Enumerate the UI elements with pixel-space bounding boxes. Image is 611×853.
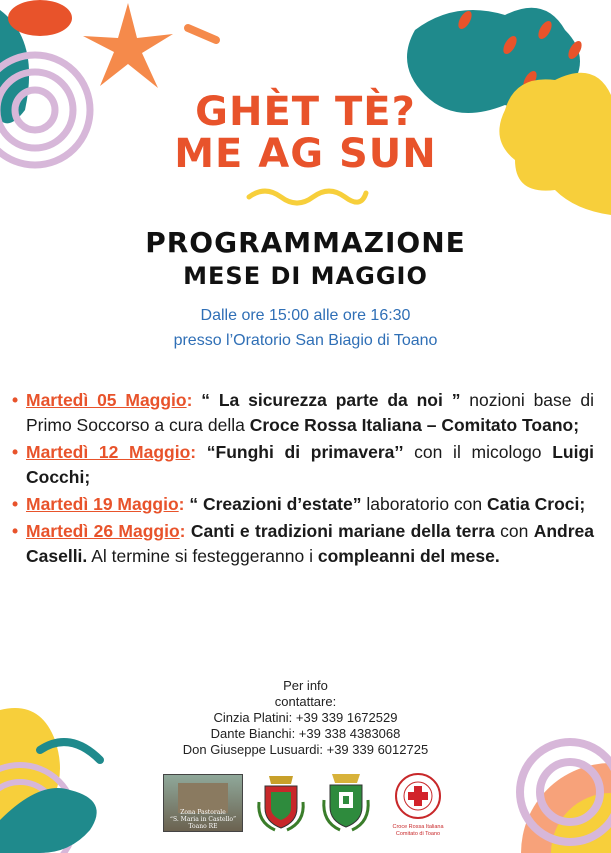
parish-photo: Zona Pastorale “S. Maria in Castello” Toano RE — [163, 774, 243, 832]
municipal-crest-2-icon — [320, 770, 372, 834]
event-item: • Martedì 19 Maggio: “ Creazioni d’estate” laboratorio con Catia Croci; — [12, 492, 594, 517]
contacts-intro-1: Per info — [283, 678, 328, 693]
event-title: “ La sicurezza parte da noi ” — [192, 390, 461, 410]
event-date: Martedì 12 Maggio — [26, 442, 191, 462]
red-cross-logo — [385, 772, 451, 838]
title-line-1: GHÈT TÈ? — [195, 89, 416, 135]
event-title: “Funghi di primavera’’ — [196, 442, 404, 462]
contacts-block — [0, 678, 611, 758]
contact-line: Cinzia Platini: +39 339 1672529 — [213, 710, 398, 725]
program-subheading: MESE DI MAGGIO — [183, 262, 428, 290]
program-heading: PROGRAMMAZIONE — [145, 226, 466, 259]
program-time: Dalle ore 15:00 alle ore 16:30 — [200, 307, 411, 324]
red-cross-sub: Comitato di Toano — [395, 831, 441, 837]
event-date: Martedì 19 Maggio — [26, 494, 179, 514]
bullet: • — [12, 390, 19, 410]
bullet: • — [12, 494, 19, 514]
event-date: Martedì 05 Maggio — [26, 390, 187, 410]
event-date: Martedì 26 Maggio — [26, 521, 180, 541]
bullet: • — [12, 442, 19, 462]
event-item: • Martedì 12 Maggio: “Funghi di primavera’’ con il micologo Luigi Cocchi; — [12, 442, 595, 487]
contact-line: Dante Bianchi: +39 338 4383068 — [210, 726, 401, 741]
event-item: • Martedì 05 Maggio: “ La sicurezza parte da noi ” nozioni base di Primo Soccorso a cura della Croce Rossa Italiana – Comitato Toano; — [12, 390, 594, 435]
event-item: • Martedì 26 Maggio: Canti e tradizioni mariane della terra con Andrea Caselli. Al termine si festeggeranno i compleanni del mese. — [12, 521, 594, 566]
event-title: “ Creazioni d’estate” — [184, 494, 362, 514]
bullet: • — [12, 521, 19, 541]
program-place: presso l’Oratorio San Biagio di Toano — [173, 332, 438, 349]
events-list — [12, 388, 594, 571]
contact-line: Don Giuseppe Lusuardi: +39 339 6012725 — [182, 742, 429, 757]
red-cross-icon — [394, 772, 442, 820]
wavy-underline — [245, 185, 370, 209]
municipal-crest-icon — [255, 772, 307, 834]
red-cross-name: Croce Rossa Italiana — [392, 824, 444, 830]
event-title: Canti e tradizioni mariane della terra — [185, 521, 495, 541]
title-line-2: ME AG SUN — [174, 131, 437, 177]
contacts-intro-2: contattare: — [274, 694, 337, 709]
